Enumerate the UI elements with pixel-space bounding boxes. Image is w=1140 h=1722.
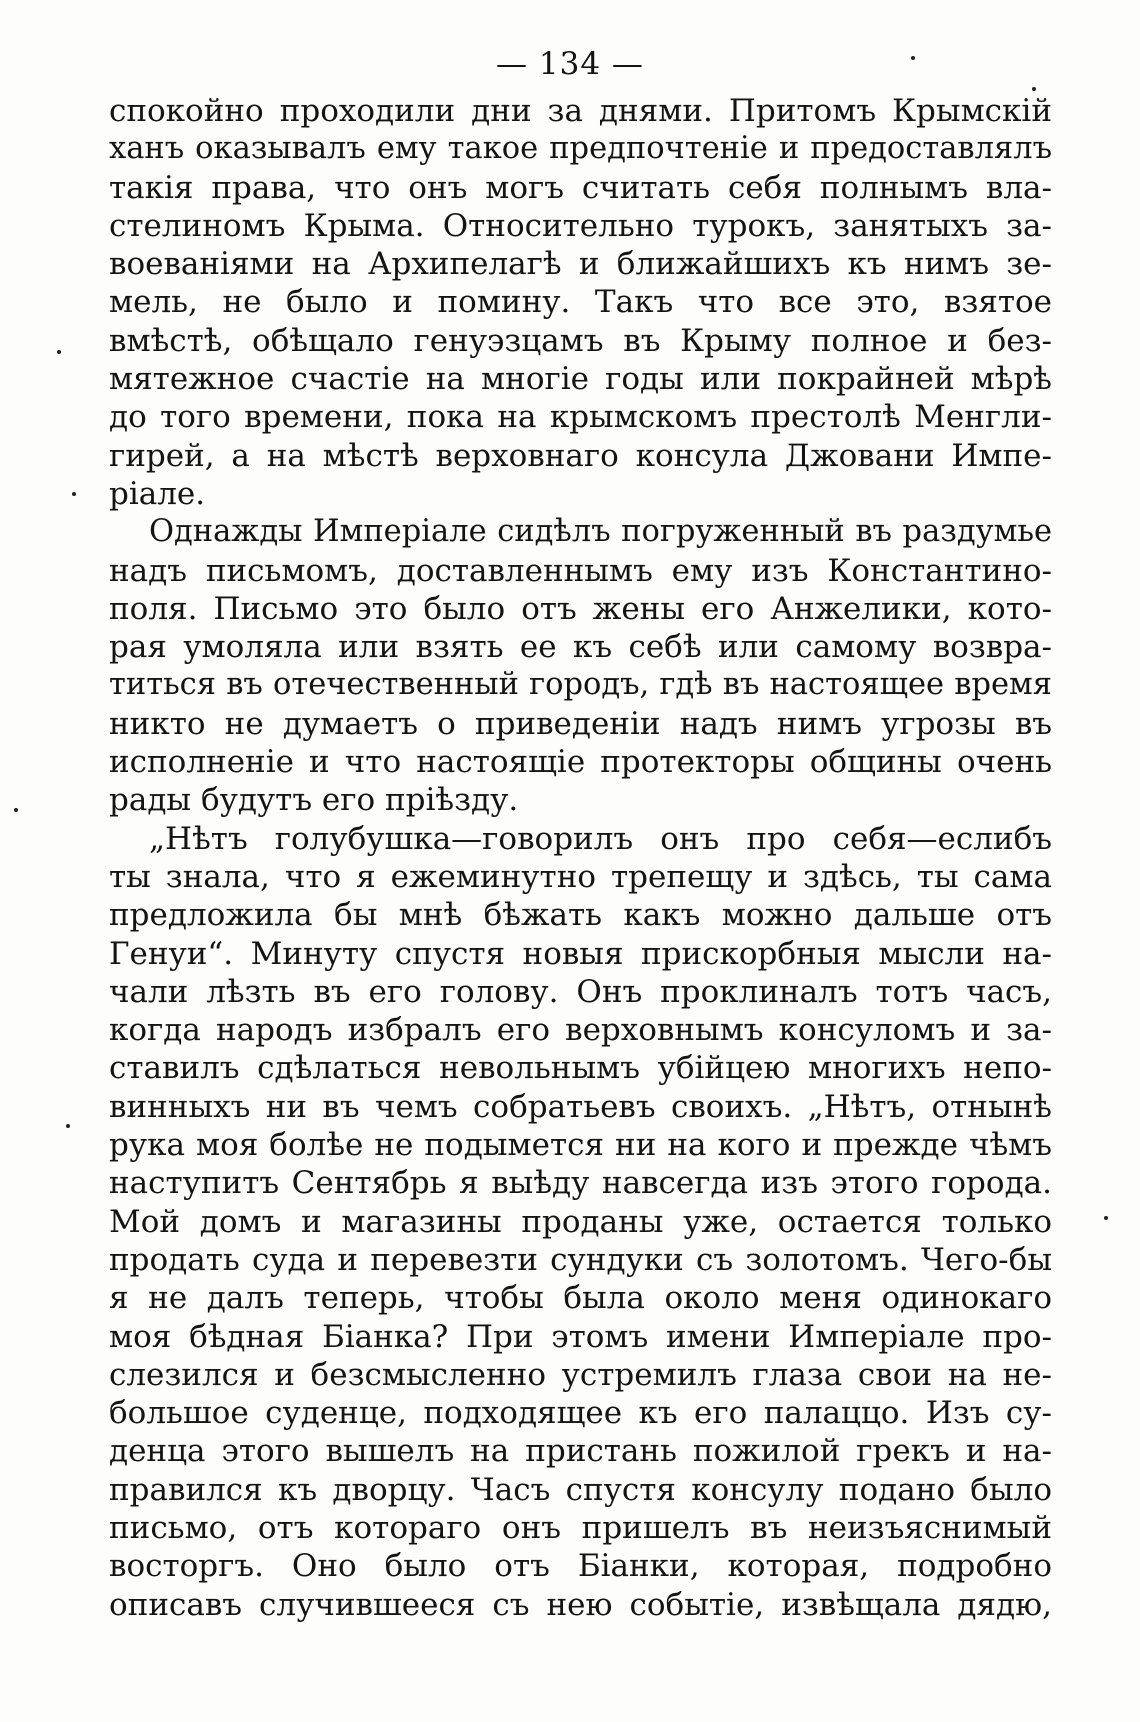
text-line: поля. Письмо это было отъ жены его Анжелики, кото- bbox=[109, 590, 1052, 627]
text-line: ріале. bbox=[109, 475, 206, 512]
text-line: спокойно проходили дни за днями. Притомъ Крымскій bbox=[109, 93, 1052, 129]
text-line: никто не думаетъ о приведеніи надъ нимъ угрозы въ bbox=[109, 705, 1052, 742]
text-line: гирей, а на мѣстѣ верховнаго консула Джовани Импе- bbox=[109, 437, 1052, 474]
text-line: воеваніями на Архипелагѣ и ближайшихъ къ нимъ зе- bbox=[109, 246, 1052, 283]
text-line: восторгъ. Оно было отъ Біанки, которая, подробно bbox=[109, 1548, 1052, 1585]
text-line: ставилъ сдѣлаться невольнымъ убійцею многихъ непо- bbox=[109, 1050, 1052, 1087]
text-line: рая умоляла или взять ее къ себѣ или самому возвра- bbox=[109, 629, 1052, 666]
text-line: вмѣстѣ, обѣщало генуэзцамъ въ Крыму полное и без- bbox=[109, 322, 1052, 359]
text-line: правился къ дворцу. Часъ спустя консулу подано было bbox=[109, 1471, 1052, 1508]
text-line: стелиномъ Крыма. Относительно турокъ, занятыхъ за- bbox=[109, 207, 1052, 244]
text-line: рука моя болѣе не подымется ни на кого и прежде чѣмъ bbox=[109, 1127, 1052, 1164]
text-line: винныхъ ни въ чемъ собратьевъ своихъ. „Нѣтъ, отнынѣ bbox=[109, 1088, 1052, 1125]
text-line: Генуи“. Минуту спустя новыя прискорбныя мысли на- bbox=[109, 935, 1052, 972]
text-line: моя бѣдная Біанка? При этомъ имени Имперіале про- bbox=[109, 1318, 1052, 1355]
text-line: такія права, что онъ могъ считать себя полнымъ вла- bbox=[109, 169, 1052, 206]
text-line: титься въ отечественный городъ, гдѣ въ настоящее время bbox=[109, 667, 1052, 703]
print-speck bbox=[911, 56, 915, 60]
paragraph bbox=[109, 513, 1052, 819]
text-line: Однажды Имперіале сидѣлъ погруженный въ раздумье bbox=[149, 514, 1052, 550]
text-line: Мой домъ и магазины проданы уже, остается только bbox=[109, 1203, 1052, 1240]
text-line: продать суда и перевезти сундуки съ золотомъ. Чего-бы bbox=[109, 1241, 1052, 1278]
print-speck bbox=[72, 492, 76, 496]
text-line: мель, не было и помину. Такъ что все это, взятое bbox=[109, 284, 1052, 321]
print-speck bbox=[66, 1124, 70, 1128]
text-line: ханъ оказывалъ ему такое предпочтеніе и предоставлялъ bbox=[109, 131, 1052, 167]
text-line: „Нѣтъ голубушка—говорилъ онъ про себя—еслибъ bbox=[149, 820, 1052, 857]
text-line: предложила бы мнѣ бѣжать какъ можно дальше отъ bbox=[109, 897, 1052, 934]
print-speck bbox=[1104, 1216, 1108, 1220]
text-line: денца этого вышелъ на пристань пожилой грекъ и на- bbox=[109, 1433, 1052, 1470]
text-line: большое суденце, подходящее къ его палаццо. Изъ су- bbox=[109, 1395, 1052, 1432]
text-line: до того времени, пока на крымскомъ престолѣ Менгли- bbox=[109, 399, 1052, 436]
text-line: рады будутъ его пріѣзду. bbox=[109, 782, 519, 819]
text-line: когда народъ избралъ его верховнымъ консуломъ и за- bbox=[109, 1012, 1052, 1049]
text-line: исполненіе и что настоящіе протекторы общины очень bbox=[109, 744, 1052, 781]
print-speck bbox=[57, 350, 61, 354]
print-speck bbox=[14, 808, 18, 812]
text-line: наступитъ Сентябрь я выѣду навсегда изъ этого города. bbox=[109, 1165, 1052, 1202]
page-number: — 134 — bbox=[496, 46, 644, 82]
text-line: мятежное счастіе на многіе годы или покрайней мѣрѣ bbox=[109, 361, 1052, 398]
text-line: я не далъ теперь, чтобы была около меня одинокаго bbox=[109, 1280, 1052, 1317]
text-line: надъ письмомъ, доставленнымъ ему изъ Константино- bbox=[109, 552, 1052, 589]
text-line: слезился и безсмысленно устремилъ глаза свои на не- bbox=[109, 1356, 1052, 1393]
text-line: ты знала, что я ежеминутно трепещу и здѣсь, ты сама bbox=[109, 858, 1052, 895]
paragraph bbox=[109, 92, 1052, 513]
paragraph bbox=[109, 820, 1052, 1624]
text-line: письмо, отъ котораго онъ пришелъ въ неизъяснимый bbox=[109, 1509, 1052, 1546]
print-speck bbox=[1032, 87, 1036, 91]
text-line: чали лѣзть въ его голову. Онъ проклиналъ тотъ часъ, bbox=[109, 973, 1052, 1010]
page-body bbox=[109, 92, 1052, 1624]
text-line: описавъ случившееся съ нею событіе, извѣщала дядю, bbox=[109, 1586, 1052, 1623]
